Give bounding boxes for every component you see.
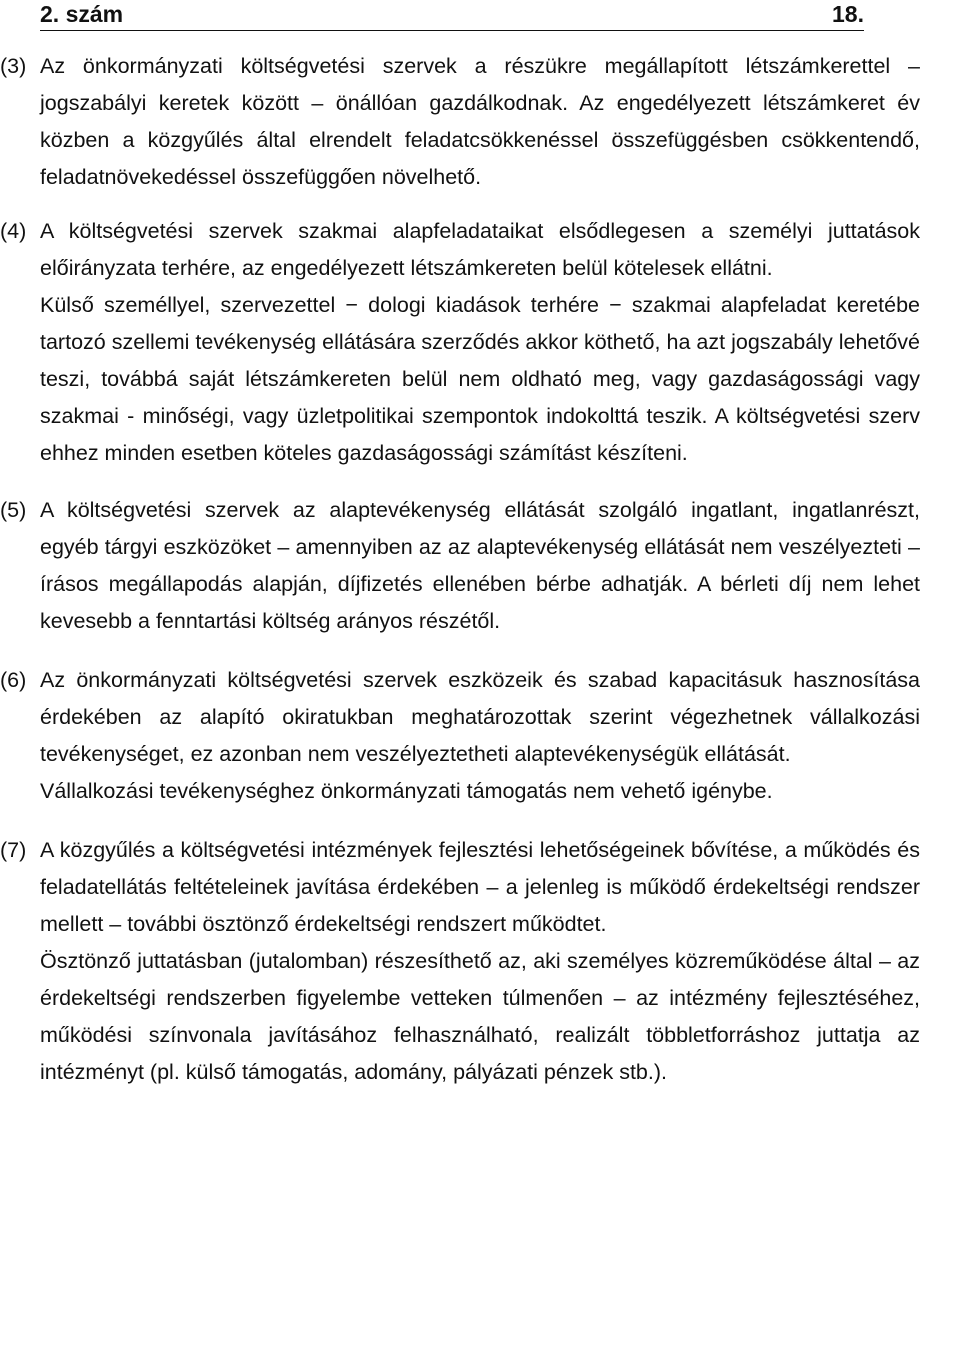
- paragraph-text: A közgyűlés a költségvetési intézmények fejlesztési lehetőségeinek bővítése, a működés és feladatellátás feltételeinek javítása érdekében – a jelenleg is működő érdekeltségi rendszer mellett – további ösztönző érdekeltségi rendszert működtet.: [40, 838, 920, 936]
- paragraph-6: [0, 662, 920, 810]
- paragraph-number: (3): [0, 54, 27, 78]
- paragraph-text: A költségvetési szervek az alaptevékenység ellátását szolgáló ingatlant, ingatlanrészt, egyéb tárgyi eszközöket – amennyiben az az alaptevékenység ellátását nem veszélyezteti – írásos megállapodás alapján, díjfizetés ellenében bérbe adhatják. A bérleti díj nem lehet kevesebb a fenntartási költség arányos részétől.: [40, 498, 920, 633]
- paragraph-3: [0, 48, 920, 196]
- paragraph-text: Ösztönző juttatásban (jutalomban) részesíthető az, aki személyes közreműködése által – az érdekeltségi rendszerben figyelembe vetteken túlmenően – az intézmény fejlesztéséhez, működési színvonala javításához felhasználható, realizált többletforráshoz juttatja az intézményt (pl. külső támogatás, adomány, pályázati pénzek stb.).: [40, 949, 920, 1084]
- page-number: 18.: [832, 1, 864, 27]
- paragraph-number: (5): [0, 498, 27, 522]
- paragraph-number: (6): [0, 668, 27, 692]
- paragraph-number: (4): [0, 219, 27, 243]
- paragraph-text: A költségvetési szervek szakmai alapfeladataikat elsődlegesen a személyi juttatások előirányzata terhére, az engedélyezett létszámkereten belül kötelesek ellátni.: [40, 219, 920, 280]
- paragraph-text: Az önkormányzati költségvetési szervek a részükre megállapított létszámkerettel – jogszabályi keretek között – önállóan gazdálkodnak. Az engedélyezett létszámkeret év közben a közgyűlés által elrendelt feladatcsökkenéssel összefüggésben csökkentendő, feladatnövekedéssel összefüggően növelhető.: [40, 54, 920, 189]
- paragraph-7: [0, 832, 920, 1091]
- paragraph-5: [0, 492, 920, 640]
- issue-number: 2. szám: [40, 1, 124, 27]
- paragraph-text: Az önkormányzati költségvetési szervek eszközeik és szabad kapacitásuk hasznosítása érdekében az alapító okiratukban meghatározottak szerint végezhetnek vállalkozási tevékenységet, ez azonban nem veszélyeztetheti alaptevékenységük ellátását.: [40, 668, 920, 766]
- paragraph-number: (7): [0, 838, 27, 862]
- paragraph-text: Vállalkozási tevékenységhez önkormányzati támogatás nem vehető igénybe.: [40, 779, 773, 803]
- document-body: [0, 48, 960, 1111]
- page-header: [40, 0, 864, 31]
- paragraph-4: [0, 213, 920, 472]
- paragraph-text: Külső személlyel, szervezettel − dologi kiadások terhére − szakmai alapfeladat keretébe tartozó szellemi tevékenység ellátására szerződés akkor köthető, ha azt jogszabály lehetővé teszi, továbbá saját létszámkereten belül nem oldható meg, vagy gazdaságossági vagy szakmai - minőségi, vagy üzletpolitikai szempontok indokolttá teszik. A költségvetési szerv ehhez minden esetben köteles gazdaságossági számítást készíteni.: [40, 293, 920, 465]
